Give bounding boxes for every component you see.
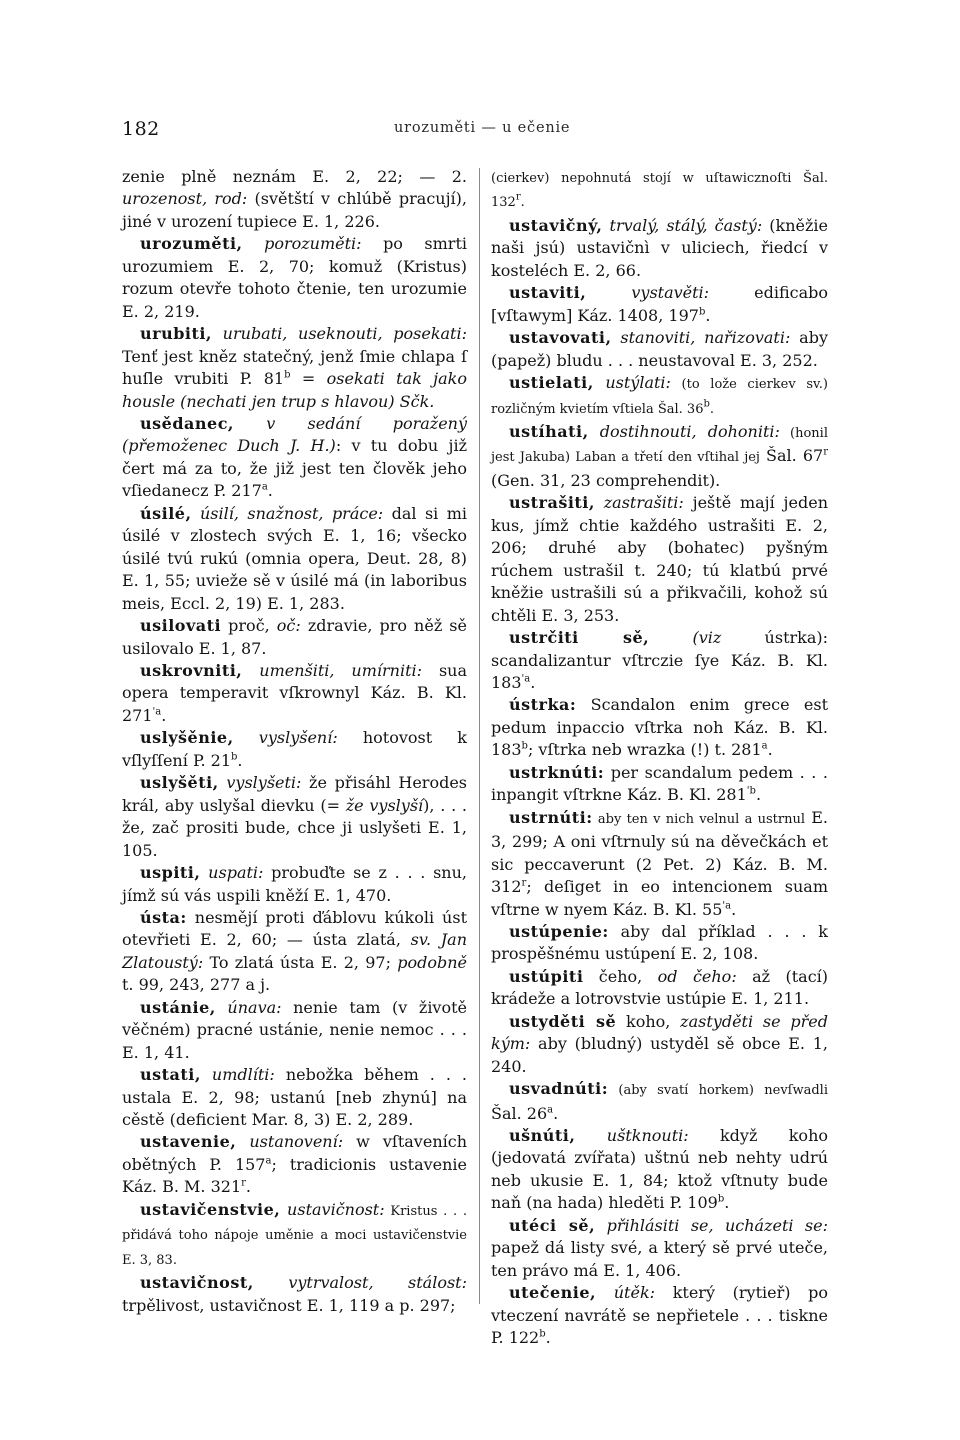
- entry-text: po smrti urozumiem E. 2, 70; komuž (Kristus) rozum otevře tohoto čtenie, ten urozumie E. 2, 219.: [122, 234, 468, 321]
- folio-superscript: b: [717, 1194, 725, 1206]
- dictionary-entry: [491, 282, 828, 327]
- folio-superscript: r: [241, 1178, 246, 1190]
- folio-superscript: b: [703, 398, 710, 410]
- entry-headword: urozuměti,: [140, 234, 243, 254]
- entry-text: ; tradicionis ustavenie Káz. B. M. 321: [122, 1154, 467, 1197]
- entry-text: Scandalon enim grece est pedum inpaccio vſtrka noh Káz. B. Kl. 183: [491, 695, 828, 760]
- folio-superscript: b: [539, 1328, 546, 1340]
- entry-text: aby (bludný) ustyděl sě obce E. 1, 240.: [491, 1034, 828, 1076]
- entry-gloss: že vyslyší: [345, 795, 424, 815]
- entry-headword: ušnúti,: [509, 1126, 576, 1146]
- dictionary-entry: [491, 762, 828, 807]
- entry-text: zdravie, pro něž sě usilovalo E. 1, 87.: [122, 616, 467, 658]
- entry-headword: ustrčiti sě,: [509, 628, 650, 648]
- entry-headword: ustrašiti,: [509, 493, 595, 513]
- folio-superscript: 'b: [746, 785, 756, 797]
- entry-headword: ustíhati,: [509, 421, 589, 441]
- folio-superscript: b: [231, 751, 238, 763]
- entry-headword: ustaviti,: [509, 283, 587, 303]
- entry-text: hotovost k vſlyſſení P. 21: [122, 728, 467, 770]
- folio-superscript: a: [547, 1104, 554, 1116]
- entry-text: aby (papež) bludu . . . neustavoval E. 3, 252.: [491, 328, 828, 370]
- entry-citation-small: .: [520, 195, 525, 211]
- entry-gloss: únava:: [215, 997, 282, 1017]
- entry-gloss: oč:: [276, 616, 301, 636]
- entry-text: čeho,: [583, 966, 658, 986]
- entry-gloss: (viz: [649, 628, 722, 648]
- entry-text: až (tací) krádeže a lotrovstvie ustúpie E. 1, 211.: [491, 966, 829, 1009]
- dictionary-entry: [122, 1064, 467, 1131]
- entry-text: E. 3, 299; A oni vſtrnuly sú na děvečkách et sic peccaverunt (2 Pet. 2) Káz. B. M. 312: [491, 807, 828, 897]
- entry-text: nesmějí proti ďáblovu kúkoli úst otevřieti E. 2, 60; — ústa zlatá,: [122, 907, 467, 950]
- entry-text: který (rytieř) po vteczení navrátě se nepřietele . . . tiskne P. 122: [491, 1283, 829, 1348]
- entry-gloss: uštknouti:: [575, 1126, 689, 1146]
- dictionary-entry: [491, 1215, 828, 1282]
- entry-headword: ustavičenstvie,: [140, 1199, 281, 1219]
- entry-text: .: [767, 740, 773, 760]
- entry-gloss: úsilí, snažnost, práce:: [191, 503, 384, 523]
- dictionary-entry: [122, 323, 467, 413]
- dictionary-entry: [491, 215, 828, 282]
- entry-text: per scandalum pedem . . . inpangit vſtrkne Káz. B. Kl. 281: [491, 762, 828, 805]
- entry-text: ; vſtrka neb wrazka (!) t. 281: [527, 740, 762, 760]
- entry-gloss: urubati, useknouti, posekati:: [212, 324, 467, 344]
- dictionary-entry: [491, 327, 828, 372]
- entry-gloss: umenšiti, umírniti:: [242, 660, 423, 680]
- dictionary-entry: [491, 966, 828, 1011]
- dictionary-entry: [122, 233, 467, 323]
- entry-citation-small: (cierkev) nepohnutá stojí w uſtawicznoſti Šal. 132: [491, 171, 828, 211]
- entry-text: Tenť jest kněz statečný, jenž ſmie chlapa ſ huſle vrubiti P. 81: [122, 346, 467, 389]
- entry-headword: ustánie,: [140, 997, 216, 1017]
- entry-text: .: [245, 1177, 251, 1197]
- entry-text: (kněžie naši jsú) ustavičnì v uliciech, řiedcí v kosteléch E. 2, 66.: [491, 215, 828, 280]
- dictionary-entry: [122, 1199, 467, 1272]
- entry-text: ), . . . že, zač prositi bude, chce ji uslyšeti E. 1, 105.: [122, 795, 468, 860]
- dictionary-entry: [122, 862, 467, 907]
- entry-text: .: [553, 1103, 559, 1123]
- entry-text: proč,: [221, 616, 277, 636]
- entry-text: zenie plně neznám E. 2, 22; — 2.: [122, 167, 467, 186]
- page-header: [122, 118, 842, 142]
- entry-text: dal si mi úsilé v zlostech svých E. 1, 16; všecko úsilé tvú rukú (omnia opera, Deut. 28, 8) E. 1, 55; uvieže sě v úsilé má (in laboribus meis, Eccl. 2, 19) E. 1, 283.: [122, 503, 467, 613]
- entry-gloss: porozuměti:: [242, 234, 362, 254]
- entry-gloss: sv. Jan Zlatoustý:: [122, 930, 468, 972]
- entry-gloss: ustýlati:: [593, 373, 671, 393]
- folio-superscript: r: [823, 447, 828, 459]
- entry-citation-small: (to lože cierkev sv.) rozličným kvietím vſtiela Šal. 36: [491, 377, 828, 417]
- entry-gloss: od čeho:: [657, 966, 737, 986]
- entry-gloss: v sedání poražený (přemoženec Duch J. H.): [122, 413, 467, 456]
- left-column: [122, 166, 467, 1317]
- entry-headword: usvadnúti:: [509, 1079, 609, 1099]
- dictionary-entry: [491, 694, 828, 761]
- entry-text: koho,: [616, 1011, 681, 1031]
- entry-gloss: ustavičnost:: [280, 1199, 385, 1219]
- dictionary-entry: [491, 1078, 828, 1125]
- entry-text: ještě mají jeden kus, jímž chtie každého ustrašiti E. 2, 206; druhé aby (bohatec) pyšným rúchem ustrašil t. 240; tú klatbú prvé kněžie ustrašili sú a přikvačili, kohož sú chtěli E. 3, 253.: [491, 493, 829, 625]
- dictionary-entry: [122, 1272, 467, 1317]
- dictionary-entry: [491, 492, 828, 627]
- entry-headword: uskrovniti,: [140, 660, 243, 680]
- entry-headword: ustyděti sě: [509, 1011, 617, 1031]
- dictionary-entry: [122, 1131, 467, 1198]
- column-divider: [479, 168, 480, 1304]
- folio-superscript: b: [521, 741, 528, 752]
- entry-headword: usilovati: [140, 616, 222, 636]
- entry-text: nebožka během . . . ustala E. 2, 98; ustanú [neb zhynú] na cěstě (deficient Mar. 8, 3) E. 2, 289.: [122, 1065, 468, 1130]
- entry-gloss: dostihnouti, dohoniti:: [588, 421, 780, 441]
- entry-headword: usědanec,: [140, 413, 234, 433]
- entry-text: papež dá listy své, a který sě prvé uteče, ten právo má E. 1, 406.: [491, 1238, 828, 1280]
- dictionary-entry: [122, 997, 467, 1064]
- entry-gloss: útěk:: [596, 1283, 656, 1303]
- entry-headword: úsilé,: [140, 503, 192, 523]
- folio-superscript: a: [265, 1155, 272, 1167]
- dictionary-entry: [491, 372, 828, 421]
- entry-citation-small: Kristus . . . přidává toho nápoje uměnie a moci ustavičenstvie E. 3, 83.: [122, 1203, 467, 1268]
- folio-superscript: 'a: [152, 706, 162, 718]
- entry-text: .: [267, 481, 273, 501]
- entry-gloss: umdlíti:: [200, 1065, 275, 1085]
- entry-text: .: [724, 1193, 730, 1213]
- entry-text: Šal. 67: [759, 446, 824, 466]
- entry-text: (Gen. 31, 23 comprehendit).: [491, 470, 721, 490]
- entry-continuation: [491, 166, 828, 215]
- dictionary-entry: [122, 660, 467, 727]
- entry-headword: ustúpiti: [509, 966, 584, 986]
- entry-headword: ustati,: [140, 1065, 201, 1085]
- entry-headword: ustrknúti:: [509, 762, 605, 782]
- entry-headword: ustavenie,: [140, 1132, 237, 1152]
- dictionary-entry: [491, 807, 828, 921]
- entry-headword: ustavičnost,: [140, 1273, 254, 1293]
- page-number: 182: [122, 118, 160, 140]
- folio-superscript: a: [261, 482, 268, 494]
- entry-text: To zlatá ústa E. 2, 97;: [203, 952, 398, 972]
- dictionary-entry: [122, 413, 467, 503]
- dictionary-entry: [122, 727, 467, 772]
- entry-gloss: vystavěti:: [586, 283, 710, 303]
- entry-headword: utéci sě,: [509, 1215, 596, 1235]
- entry-text: aby dal příklad . . . k prospěšnému ustúpení E. 2, 108.: [491, 921, 828, 964]
- entry-text: : v tu dobu již čert má za to, že již jest ten člověk jeho vſiedanecz P. 217: [122, 436, 468, 501]
- dictionary-entry: [122, 615, 467, 660]
- entry-headword: utečenie,: [509, 1283, 597, 1303]
- entry-text: .: [731, 899, 737, 919]
- dictionary-entry: [122, 772, 467, 862]
- folio-superscript: a: [761, 741, 768, 752]
- entry-gloss: ustanovení:: [236, 1132, 344, 1152]
- entry-text: edificabo [vſtawym] Káz. 1408, 197: [491, 283, 828, 325]
- entry-text: nenie tam (v životě věčném) pracné ustánie, nenie nemoc . . . E. 1, 41.: [122, 997, 468, 1062]
- entry-gloss: zastrašiti:: [594, 493, 684, 513]
- entry-citation-small: (honil jest Jakuba) Laban a třetí den vſtihal jej: [491, 425, 828, 466]
- entry-text: w vſtaveních obětných P. 157: [122, 1132, 468, 1174]
- entry-text: .: [705, 305, 711, 325]
- entry-headword: ustúpenie:: [509, 921, 609, 941]
- entry-gloss: stanoviti, nařizovati:: [611, 328, 791, 348]
- entry-headword: ústrka:: [509, 695, 577, 715]
- entry-headword: uslyšěti,: [140, 773, 219, 793]
- entry-text: když koho (jedovatá zvířata) uštnú neb nehty udrú neb ukusie E. 1, 84; ktož vſtnuty bude naň (na hada) hleděti P. 109: [491, 1126, 828, 1213]
- dictionary-entry: [491, 1282, 828, 1349]
- dictionary-entry: [491, 1011, 828, 1078]
- entry-gloss: trvalý, stálý, častý:: [602, 215, 763, 235]
- entry-gloss: vytrvalost, stálost:: [253, 1273, 467, 1293]
- entry-gloss: vyslyšení:: [233, 728, 338, 748]
- entry-text: .: [530, 672, 536, 692]
- folio-superscript: r: [515, 192, 521, 204]
- entry-headword: urubiti,: [140, 324, 212, 344]
- dictionary-entry: [122, 503, 467, 615]
- entry-gloss: přihlásiti se, ucházeti se:: [595, 1215, 828, 1235]
- entry-gloss: osekati tak jako housle (nechati jen trup s hlavou) Sčk.: [122, 369, 468, 411]
- folio-superscript: b: [698, 306, 706, 318]
- entry-text: Šal. 26: [491, 1103, 548, 1123]
- entry-headword: ustielati,: [509, 373, 594, 393]
- entry-text: trpělivost, ustavičnost E. 1, 119 a p. 297;: [122, 1295, 456, 1315]
- entry-text: ; deſiget in eo intencionem suam vſtrne w nyem Káz. B. Kl. 55: [491, 877, 828, 919]
- running-head: urozuměti — u ečenie: [394, 120, 571, 136]
- entry-headword: uslyšěnie,: [140, 728, 234, 748]
- entry-text: (světští v chlúbě pracují), jiné v urození tupiece E. 1, 226.: [122, 189, 467, 231]
- entry-text: že přisáhl Herodes král, aby uslyšal dievku (=: [122, 773, 467, 815]
- dictionary-entry: [491, 1125, 828, 1215]
- entry-text: .: [755, 785, 762, 805]
- entry-citation-small: .: [709, 401, 715, 417]
- entry-headword: uspiti,: [140, 863, 201, 883]
- dictionary-entry: [491, 921, 828, 966]
- entry-gloss: vyslyšeti:: [218, 773, 302, 793]
- entry-citation-small: aby ten v nich velnul a ustrnul: [592, 811, 805, 827]
- entry-headword: ustrnúti:: [509, 807, 593, 827]
- entry-headword: ústa:: [140, 907, 187, 927]
- entry-gloss: uspati:: [200, 863, 264, 883]
- entry-text: ústrka): scandalizantur vſtrczie ſye Káz. B. Kl. 183: [491, 628, 829, 692]
- entry-gloss: urozenost, rod:: [122, 189, 248, 209]
- entry-text: sua opera temperavit vſkrownyl Káz. B. Kl. 271: [122, 660, 468, 725]
- entry-gloss: podobně: [397, 952, 467, 972]
- entry-headword: ustavičný,: [509, 215, 603, 235]
- entry-text: .: [545, 1328, 551, 1348]
- entry-continuation: [122, 166, 467, 233]
- right-column: [491, 166, 828, 1350]
- folio-superscript: r: [521, 877, 527, 889]
- entry-text: .: [161, 705, 167, 725]
- folio-superscript: b: [284, 369, 291, 381]
- dictionary-entry: [122, 907, 467, 997]
- folio-superscript: 'a: [722, 900, 732, 912]
- dictionary-entry: [491, 421, 828, 492]
- folio-superscript: 'a: [521, 673, 531, 685]
- entry-text: .: [237, 750, 243, 770]
- entry-headword: ustavovati,: [509, 328, 612, 348]
- dictionary-entry: [491, 627, 828, 694]
- entry-text: t. 99, 243, 277 a j.: [122, 975, 271, 995]
- entry-text: =: [290, 369, 327, 389]
- entry-citation-small: (aby svatí horkem) nevſwadli: [608, 1083, 828, 1099]
- entry-gloss: zastyděti se před kým:: [491, 1011, 829, 1054]
- entry-text: probuďte se z . . . snu, jímž sú vás uspili kněží E. 1, 470.: [122, 863, 467, 905]
